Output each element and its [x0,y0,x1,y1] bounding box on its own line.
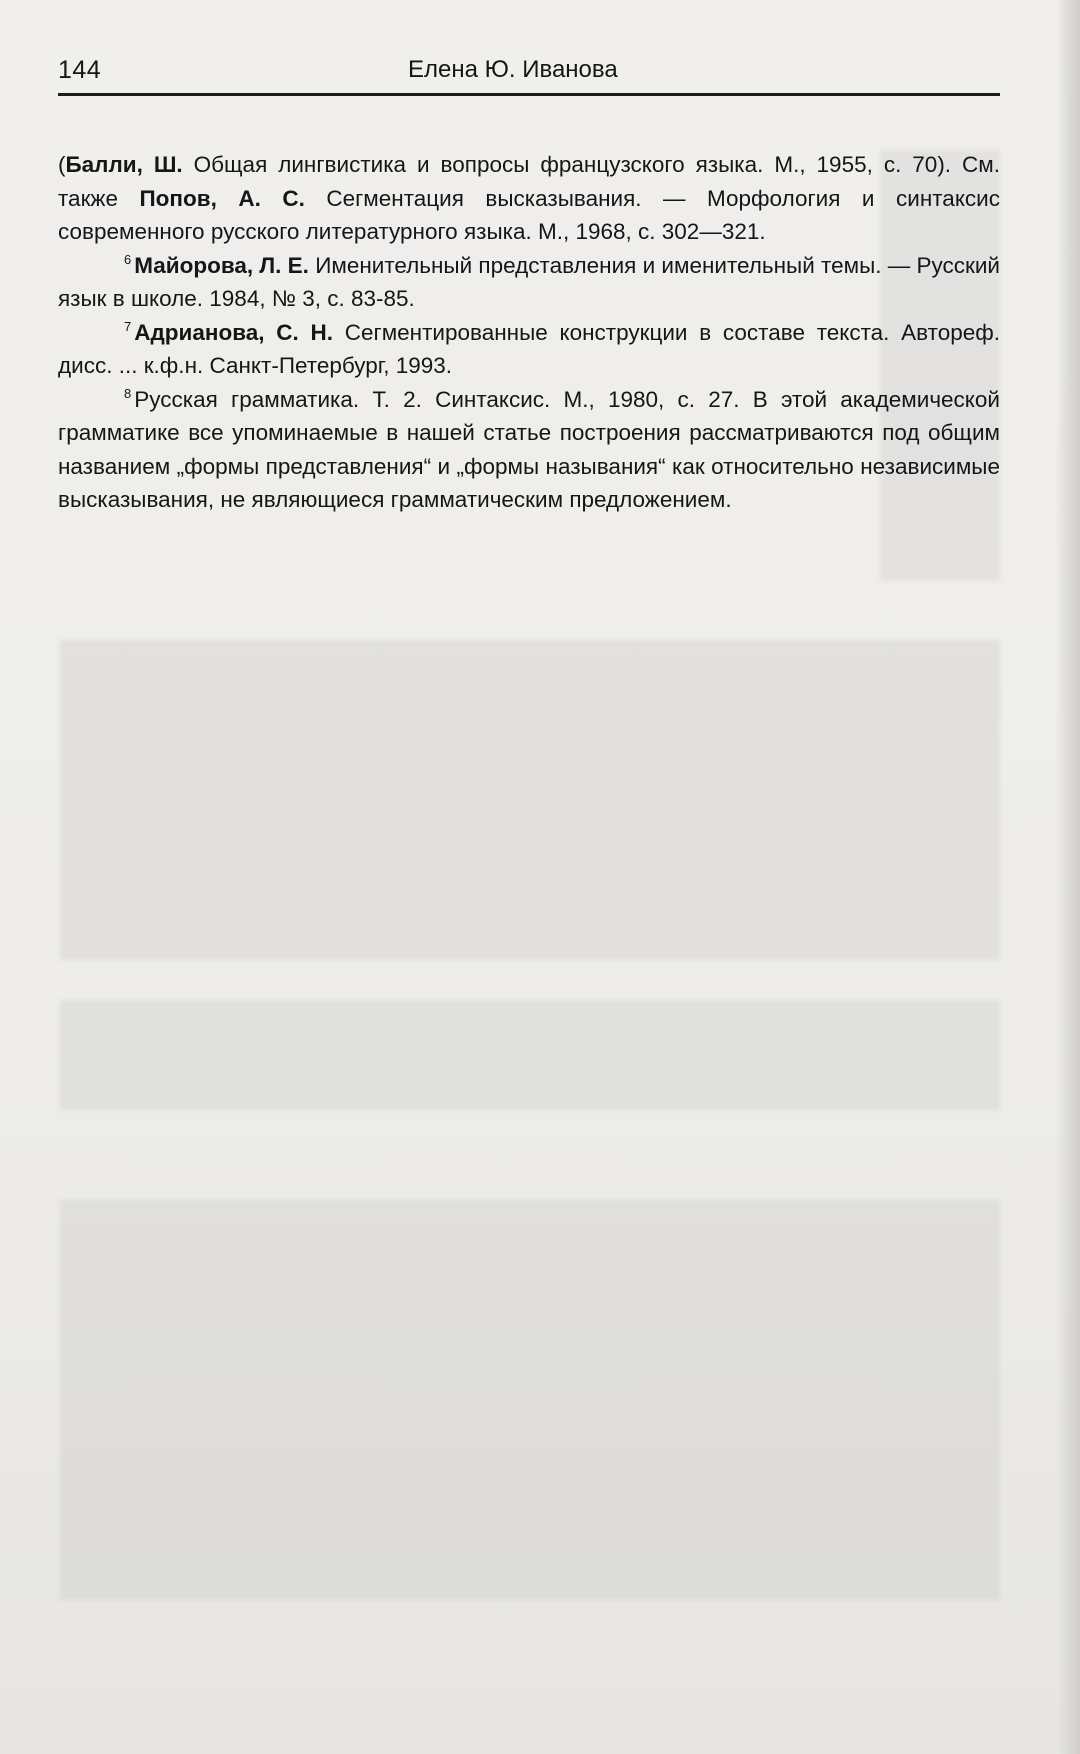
footnote-text: Сегментированные конструкции в составе текста. Автореф. дисс. ... к.ф.н. Санкт-Петербург, 1993. [58,319,1000,378]
footnote-text: Сегментация высказывания. — Морфология и синтаксис современного русского литературного языка. М., 1968, с. 302—321. [58,185,1000,244]
page-number: 144 [58,56,102,84]
footnote-marker: 8 [124,385,132,401]
footnotes [58,148,1000,517]
footnote-text: Общая лингвистика и вопросы французского языка. М., 1955, с. 70). См. также [58,152,1000,211]
footnote-author: Адрианова, С. Н. [134,319,333,345]
footnote-text: Русская грамматика. Т. 2. Синтаксис. М., 1980, с. 27. В этой академической грамматике все упоминаемые в нашей статье построения рассматриваются под общим названием „формы представления“ и „формы называния“ как относительно независимые высказывания, не являющиеся грамматическим предложением. [58,386,1000,512]
footnote-text: ( [58,152,66,177]
footnote-marker: 6 [124,251,132,267]
footnote-6 [58,249,1000,316]
header-rule [58,93,1000,96]
footnote-continued [58,148,1000,249]
footnote-author: Балли, Ш. [65,152,183,177]
page-edge-shadow [1056,0,1080,1754]
footnote-author: Попов, А. С. [139,185,305,211]
footnote-8 [58,383,1000,517]
footnote-author: Майорова, Л. Е. [134,252,309,278]
running-head: Елена Ю. Иванова [408,56,618,83]
page-header [58,56,998,96]
footnote-text: Именительный представления и именительный темы. — Русский язык в школе. 1984, № 3, с. 83-85. [58,252,1000,311]
footnote-marker: 7 [124,318,132,334]
footnote-7 [58,316,1000,383]
